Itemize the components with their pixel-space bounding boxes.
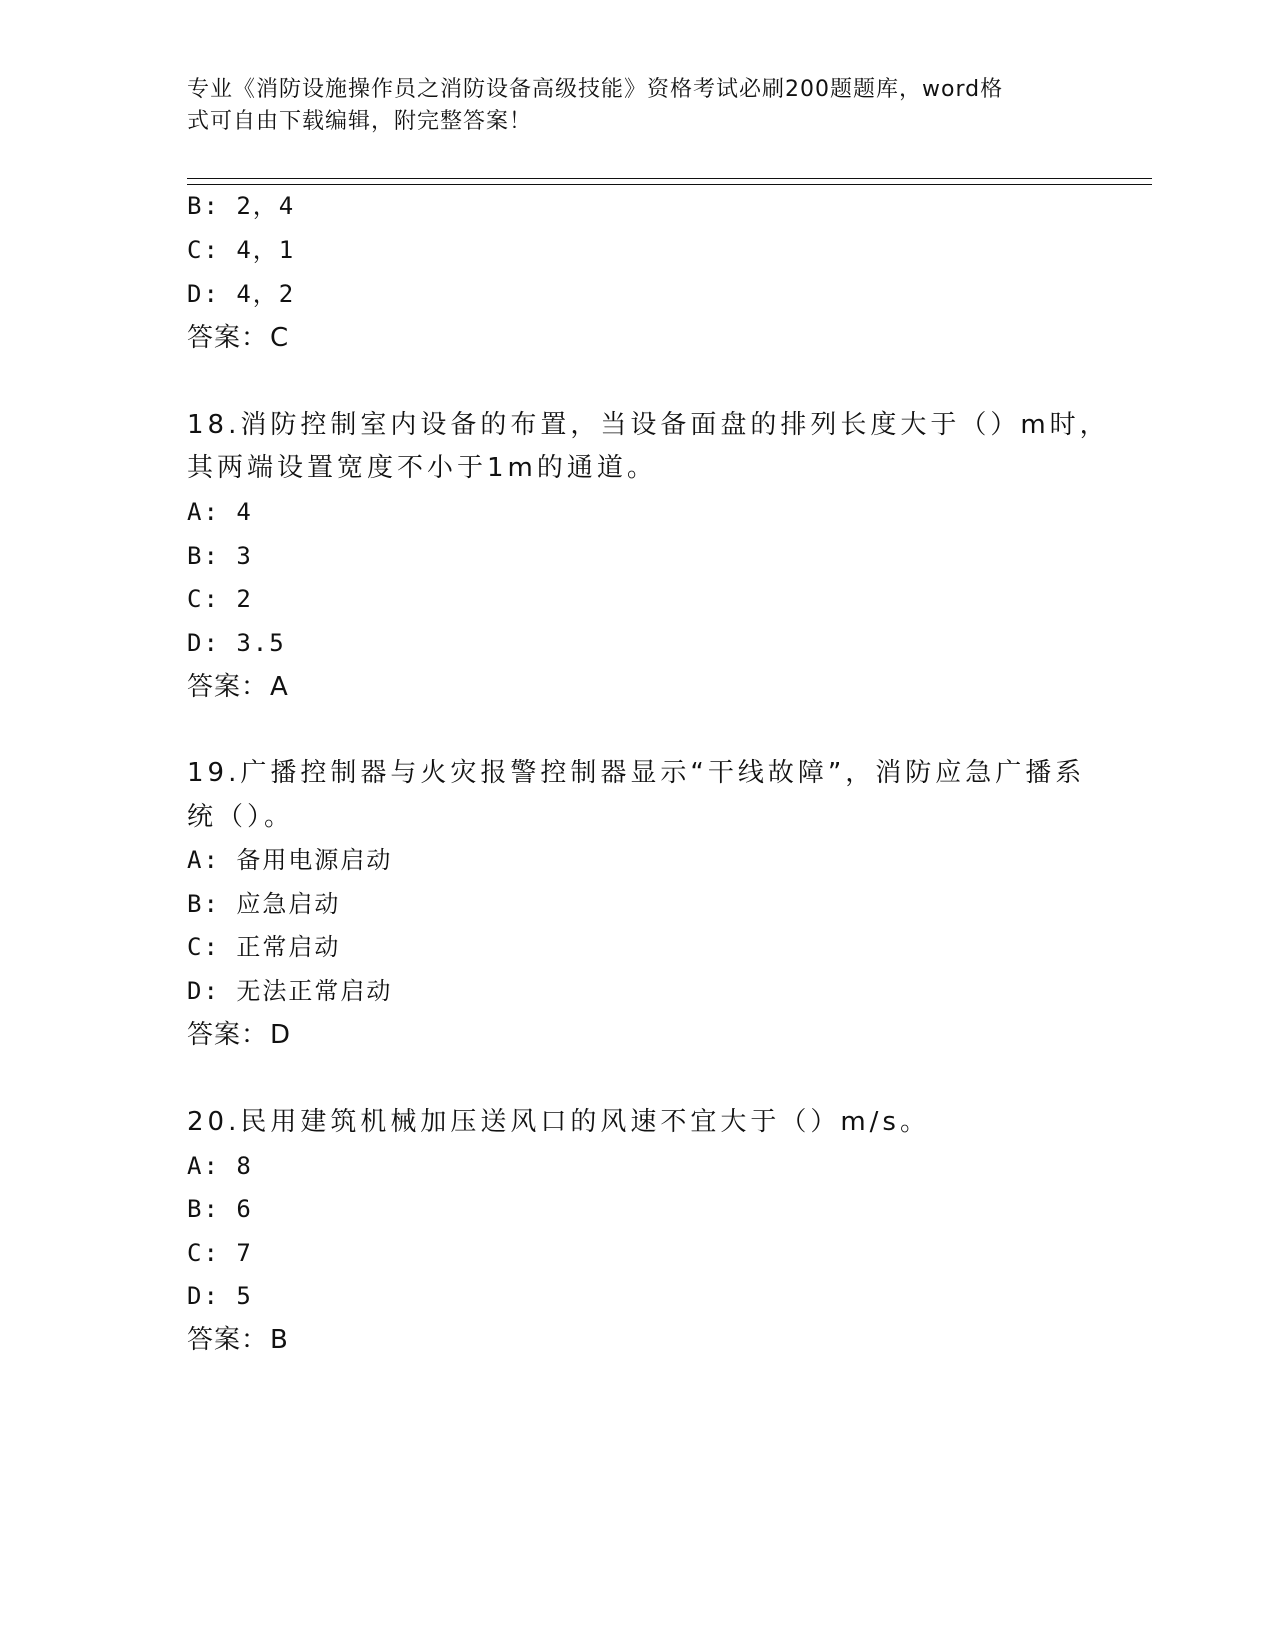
- option-c: C: 2: [187, 585, 253, 613]
- option-c: C: 7: [187, 1239, 253, 1267]
- option-d: D: 无法正常启动: [187, 977, 393, 1005]
- option-d: D: 3.5: [187, 629, 286, 657]
- header-line-1: 专业《消防设施操作员之消防设备高级技能》资格考试必刷200题题库，word格: [187, 77, 1004, 102]
- option-d: D: 4，2: [187, 280, 296, 308]
- answer-value: D: [270, 1020, 292, 1050]
- option-a: A: 备用电源启动: [187, 846, 393, 874]
- answer-line: [187, 1020, 291, 1050]
- option-a: A: 4: [187, 498, 253, 526]
- answer-line: [187, 672, 289, 702]
- answer-label: 答案：: [187, 1020, 269, 1050]
- option-b: B: 2，4: [187, 192, 296, 220]
- answer-label: 答案：: [187, 1325, 269, 1355]
- header-divider-bottom: [187, 184, 1152, 185]
- option-c: C: 4，1: [187, 236, 296, 264]
- question-stem-line: 18.消防控制室内设备的布置，当设备面盘的排列长度大于（）m时，: [187, 410, 1110, 440]
- question-stem-line: 20.民用建筑机械加压送风口的风速不宜大于（）m/s。: [187, 1107, 930, 1137]
- header-divider-top: [187, 178, 1152, 179]
- question-stem-line: 其两端设置宽度不小于1m的通道。: [187, 453, 657, 483]
- option-b: B: 应急启动: [187, 890, 341, 918]
- question-stem-line: 统（）。: [187, 802, 295, 832]
- option-c: C: 正常启动: [187, 933, 341, 961]
- answer-line: [187, 1325, 289, 1355]
- question-stem-line: 19.广播控制器与火灾报警控制器显示“干线故障”，消防应急广播系: [187, 758, 1086, 788]
- answer-value: B: [270, 1325, 289, 1355]
- answer-label: 答案：: [187, 672, 269, 702]
- answer-label: 答案：: [187, 323, 269, 353]
- answer-line: [187, 323, 289, 353]
- option-b: B: 3: [187, 542, 253, 570]
- option-d: D: 5: [187, 1282, 253, 1310]
- header-line-2: 式可自由下载编辑，附完整答案！: [187, 109, 533, 134]
- answer-value: C: [270, 323, 290, 353]
- option-a: A: 8: [187, 1152, 253, 1180]
- answer-value: A: [270, 672, 289, 702]
- option-b: B: 6: [187, 1195, 253, 1223]
- document-header: [187, 74, 1067, 138]
